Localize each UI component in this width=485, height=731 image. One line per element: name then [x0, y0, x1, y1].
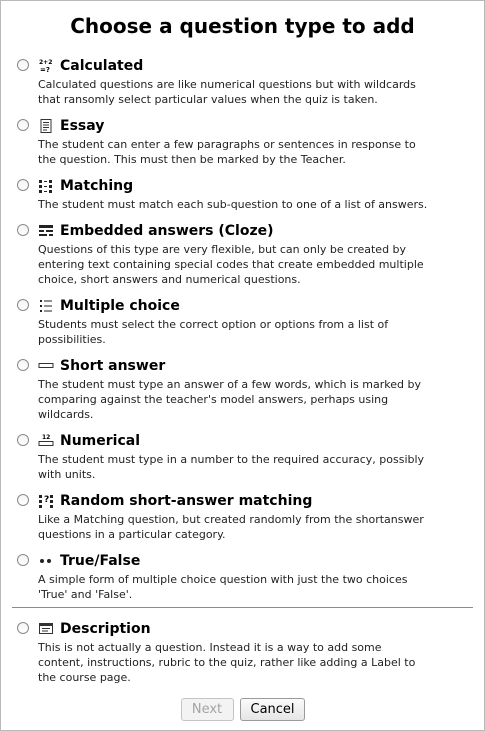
question-type-short-answer[interactable] — [1, 356, 484, 431]
question-type-description: Like a Matching question, but created randomly from the shortanswer questions in a particular category. — [38, 513, 424, 541]
random-matching-icon — [38, 493, 54, 509]
question-type-multiple-choice[interactable] — [1, 296, 484, 356]
question-type-description: The student can enter a few paragraphs or sentences in response to the question. This must then be marked by the Teacher. — [38, 138, 416, 166]
radio-random-matching[interactable] — [17, 494, 29, 506]
question-type-name: Random short-answer matching — [60, 493, 313, 509]
question-type-name: True/False — [60, 553, 141, 569]
short-answer-icon — [38, 358, 54, 374]
true-false-icon — [38, 553, 54, 569]
question-type-name: Description — [60, 621, 151, 637]
question-type-cloze[interactable] — [1, 221, 484, 296]
question-type-description: Questions of this type are very flexible, but can only be created by entering text containing special codes that create embedded multiple choice, short answers and numerical questions. — [38, 243, 424, 286]
question-type-name: Essay — [60, 118, 105, 134]
question-type-name: Matching — [60, 178, 134, 194]
question-type-name: Calculated — [60, 58, 144, 74]
question-type-name: Embedded answers (Cloze) — [60, 223, 274, 239]
svg-text:2+2: 2+2 — [39, 59, 53, 66]
cloze-icon — [38, 223, 54, 239]
question-type-description: The student must match each sub-question to one of a list of answers. — [38, 198, 428, 211]
dialog-title: Choose a question type to add — [70, 14, 415, 38]
svg-text:=?: =? — [40, 66, 50, 74]
svg-text:?: ? — [44, 495, 50, 505]
essay-icon — [38, 118, 54, 134]
question-type-name: Multiple choice — [60, 298, 180, 314]
radio-essay[interactable] — [17, 119, 29, 131]
radio-true-false[interactable] — [17, 554, 29, 566]
question-type-numerical[interactable] — [1, 431, 484, 491]
question-type-calculated[interactable] — [1, 56, 484, 116]
question-type-description: Students must select the correct option or options from a list of possibilities. — [38, 318, 389, 346]
radio-calculated[interactable] — [17, 59, 29, 71]
question-type-description: A simple form of multiple choice question with just the two choices 'True' and 'False'. — [38, 573, 408, 601]
section-divider — [12, 607, 473, 608]
radio-matching[interactable] — [17, 179, 29, 191]
question-type-name: Short answer — [60, 358, 166, 374]
question-type-random-matching[interactable] — [1, 491, 484, 551]
radio-numerical[interactable] — [17, 434, 29, 446]
description-icon — [38, 621, 54, 637]
dialog-buttons — [1, 698, 484, 721]
cancel-button[interactable]: Cancel — [240, 698, 305, 721]
question-type-essay[interactable] — [1, 116, 484, 176]
matching-icon — [38, 178, 54, 194]
other-type-list — [1, 619, 484, 694]
question-type-list — [1, 56, 484, 607]
calculated-icon — [38, 58, 54, 74]
multiple-choice-icon — [38, 298, 54, 314]
next-button[interactable]: Next — [181, 698, 234, 721]
radio-short-answer[interactable] — [17, 359, 29, 371]
question-type-description: The student must type an answer of a few words, which is marked by comparing against the teacher's model answers, perhaps using wildcards. — [38, 378, 421, 421]
radio-description[interactable] — [17, 622, 29, 634]
question-type-description: Calculated questions are like numerical questions but with wildcards that ransomly select particular values when the quiz is taken. — [38, 78, 416, 106]
question-type-description-item[interactable] — [1, 619, 484, 694]
radio-cloze[interactable] — [17, 224, 29, 236]
question-type-description: This is not actually a question. Instead it is a way to add some content, instructions, rubric to the quiz, rather like adding a Label to the course page. — [38, 641, 416, 684]
question-type-description: The student must type in a number to the required accuracy, possibly with units. — [38, 453, 425, 481]
question-type-name: Numerical — [60, 433, 141, 449]
question-type-matching[interactable] — [1, 176, 484, 221]
numerical-icon — [38, 433, 54, 449]
svg-text:12: 12 — [42, 434, 51, 441]
radio-multiple-choice[interactable] — [17, 299, 29, 311]
question-type-true-false[interactable] — [1, 551, 484, 607]
